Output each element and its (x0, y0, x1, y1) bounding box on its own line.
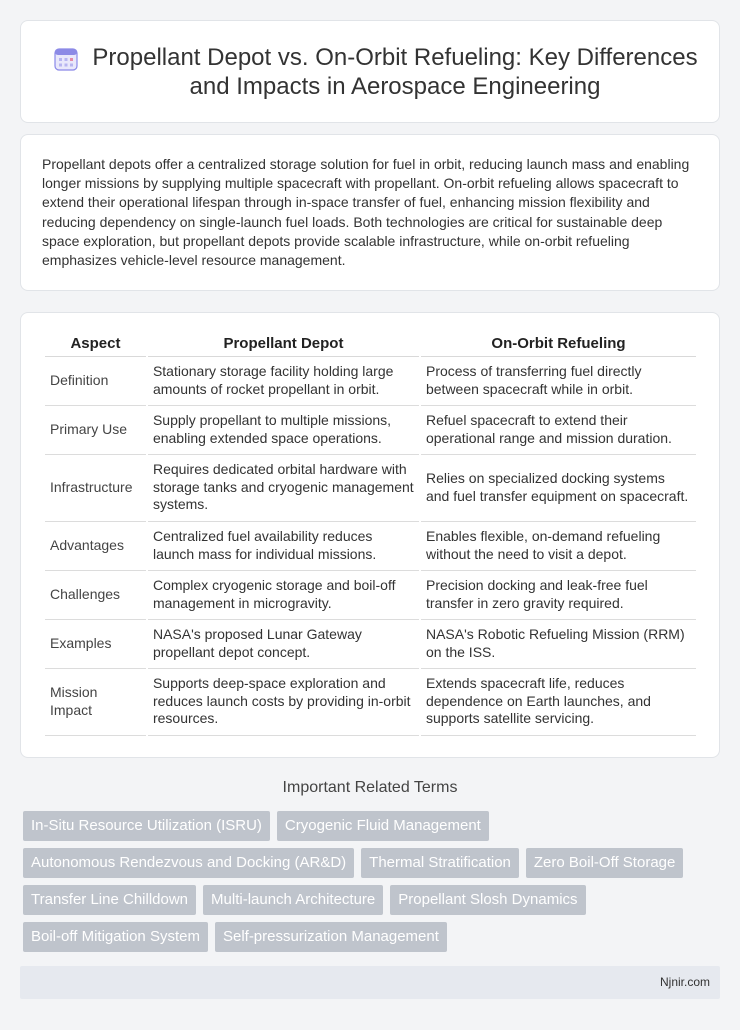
tag-row (23, 811, 723, 841)
aspect-cell: Primary Use (45, 406, 146, 455)
table-row (45, 571, 696, 620)
depot-cell: Supports deep-space exploration and reduces launch costs by providing in-orbit resources. (148, 669, 419, 736)
aspect-cell: Infrastructure (45, 455, 146, 522)
refuel-cell: Refuel spacecraft to extend their operational range and mission duration. (421, 406, 696, 455)
aspect-cell: Definition (45, 357, 146, 406)
header-aspect: Aspect (45, 333, 146, 357)
refuel-cell: Precision docking and leak-free fuel transfer in zero gravity required. (421, 571, 696, 620)
depot-cell: Supply propellant to multiple missions, enabling extended space operations. (148, 406, 419, 455)
tag-row (23, 922, 723, 952)
depot-cell: NASA's proposed Lunar Gateway propellant depot concept. (148, 620, 419, 669)
depot-cell: Complex cryogenic storage and boil-off management in microgravity. (148, 571, 419, 620)
table-row (45, 669, 696, 736)
related-term-tag[interactable]: Propellant Slosh Dynamics (390, 885, 585, 915)
table-row (45, 357, 696, 406)
depot-cell: Centralized fuel availability reduces launch mass for individual missions. (148, 522, 419, 571)
header-propellant-depot: Propellant Depot (148, 333, 419, 357)
footer (20, 966, 720, 999)
header-on-orbit-refueling: On-Orbit Refueling (421, 333, 696, 357)
refuel-cell: Process of transferring fuel directly between spacecraft while in orbit. (421, 357, 696, 406)
related-term-tag[interactable]: Zero Boil-Off Storage (526, 848, 683, 878)
table-row (45, 455, 696, 522)
related-terms-list (23, 811, 723, 959)
refuel-cell: Relies on specialized docking systems and fuel transfer equipment on spacecraft. (421, 455, 696, 522)
related-term-tag[interactable]: Multi-launch Architecture (203, 885, 383, 915)
table-header-row (45, 333, 696, 357)
table-row (45, 406, 696, 455)
related-terms-heading: Important Related Terms (282, 779, 458, 796)
title-card (20, 20, 720, 123)
related-term-tag[interactable]: Autonomous Rendezvous and Docking (AR&D) (23, 848, 354, 878)
footer-site-name[interactable]: Njnir.com (659, 975, 710, 989)
related-term-tag[interactable]: Thermal Stratification (361, 848, 519, 878)
intro-paragraph: Propellant depots offer a centralized storage solution for fuel in orbit, reducing launch mass and enabling longer missions by supplying multiple spacecraft with propellant. On-orbit refueling allows spacecraft to extend their operational lifespan through in-space transfer of fuel, enhancing mission flexibility and reducing dependency on single-launch fuel loads. Both technologies are critical for sustainable deep space exploration, but propellant depots provide scalable infrastructure, while on-orbit refueling emphasizes vehicle-level resource management. (42, 156, 690, 269)
intro-card (20, 134, 720, 291)
page-title: Propellant Depot vs. On-Orbit Refueling: Key Differences and Impacts in Aerospace Engineering (92, 44, 698, 100)
refuel-cell: Enables flexible, on-demand refueling without the need to visit a depot. (421, 522, 696, 571)
related-term-tag[interactable]: Self-pressurization Management (215, 922, 447, 952)
related-term-tag[interactable]: In-Situ Resource Utilization (ISRU) (23, 811, 270, 841)
table-row (45, 620, 696, 669)
aspect-cell: Advantages (45, 522, 146, 571)
depot-cell: Stationary storage facility holding large amounts of rocket propellant in orbit. (148, 357, 419, 406)
aspect-cell: Mission Impact (45, 669, 146, 736)
related-term-tag[interactable]: Transfer Line Chilldown (23, 885, 196, 915)
comparison-table (43, 333, 698, 736)
comparison-table-card (20, 312, 720, 758)
aspect-cell: Examples (45, 620, 146, 669)
refuel-cell: Extends spacecraft life, reduces dependence on Earth launches, and supports satellite servicing. (421, 669, 696, 736)
refuel-cell: NASA's Robotic Refueling Mission (RRM) on the ISS. (421, 620, 696, 669)
aspect-cell: Challenges (45, 571, 146, 620)
tag-row (23, 885, 723, 915)
related-term-tag[interactable]: Cryogenic Fluid Management (277, 811, 489, 841)
table-row (45, 522, 696, 571)
depot-cell: Requires dedicated orbital hardware with storage tanks and cryogenic management systems. (148, 455, 419, 522)
related-term-tag[interactable]: Boil-off Mitigation System (23, 922, 208, 952)
tag-row (23, 848, 723, 878)
